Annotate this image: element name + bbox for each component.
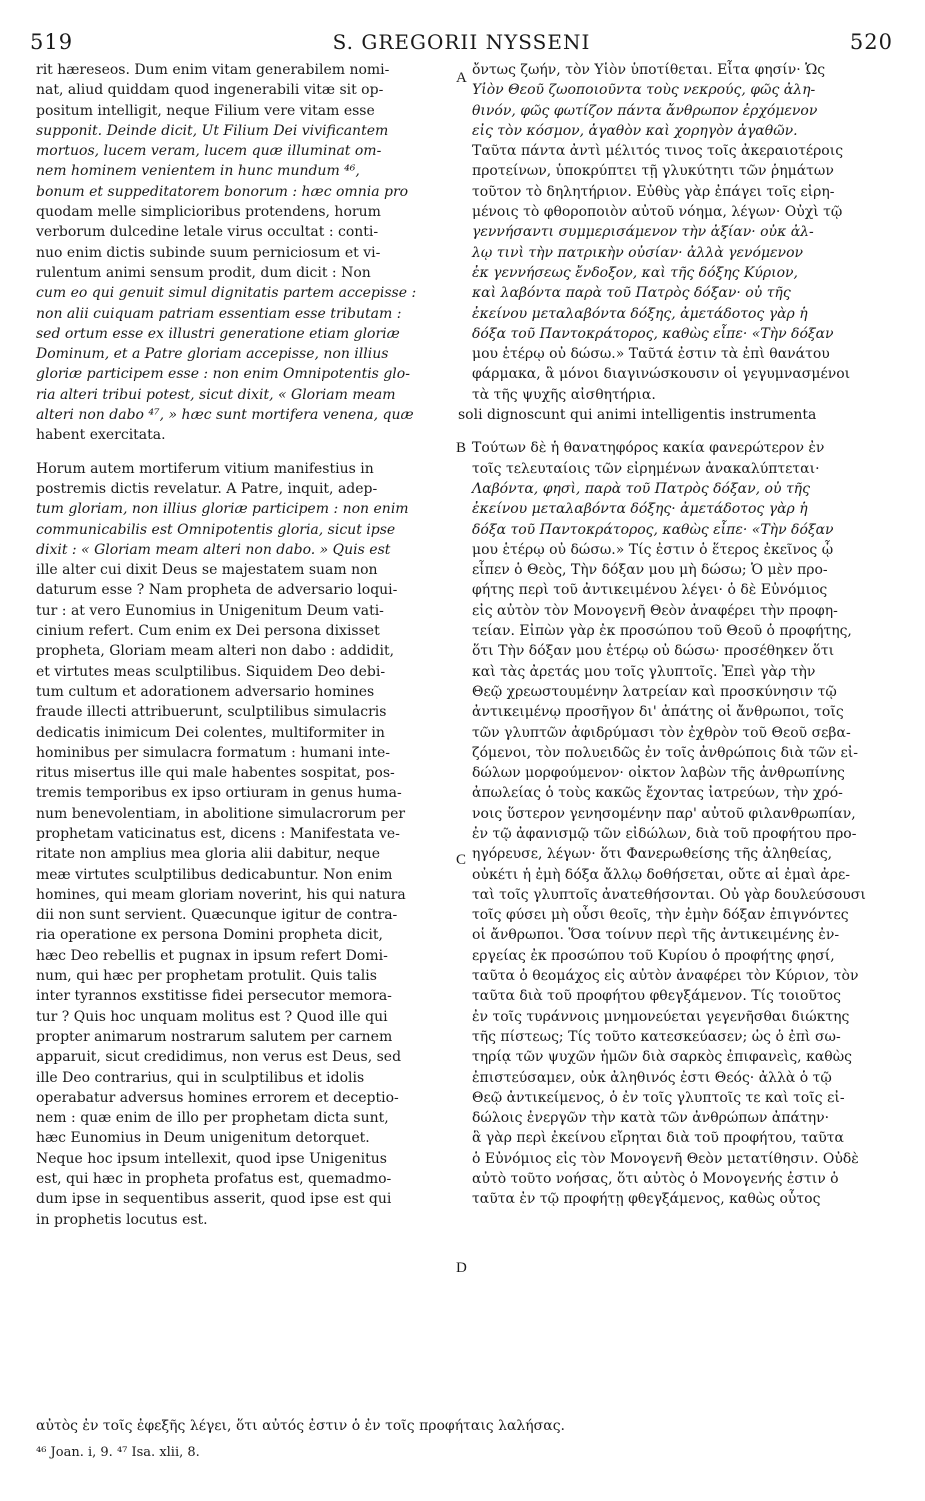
text-line: εἰς αὐτὸν τὸν Μονογενῆ Θεὸν ἀναφέρει τὴν προφη- xyxy=(472,602,838,619)
text-line: nat, aliud quiddam quod ingenerabili vitæ sit op- xyxy=(36,82,384,99)
margin-marker-d: D xyxy=(456,1260,467,1276)
text-line: δώλοις ἐνεργῶν τὴν κατὰ τῶν ἀνθρώπων ἀπάτην· xyxy=(472,1110,830,1127)
text-line: fraude illecti attribuerunt, sculptilibus simulacris xyxy=(36,704,387,721)
text-line: supponit. Deinde dicit, Ut Filium Dei vivificantem xyxy=(36,122,389,139)
text-line: Neque hoc ipsum intellexit, quod ipse Unigenitus xyxy=(36,1150,387,1167)
text-line: apparuit, sicut credidimus, non verus est Deus, sed xyxy=(36,1049,402,1066)
text-line: nuo enim dictis subinde suum perniciosum et vi- xyxy=(36,244,381,261)
text-line: εἶπεν ὁ Θεὸς, Τὴν δόξαν μου μὴ δώσω; Ὁ μὲν προ- xyxy=(472,562,828,579)
text-line: num, qui hæc per prophetam protulit. Quis talis xyxy=(36,968,377,985)
text-line: soli dignoscunt qui animi intelligentis instrumenta xyxy=(458,407,817,424)
text-line: nem : quæ enim de illo per prophetam dicta sunt, xyxy=(36,1110,389,1127)
text-line: ἐν τοῖς τυράννοις μνημονεύεται γεγενῆσθαι διώκτης xyxy=(472,1008,850,1025)
text-line: bonum et suppeditatorem bonorum : hæc omnia pro xyxy=(36,183,409,200)
margin-marker-c: C xyxy=(456,852,467,868)
text-line: οὐκέτι ἡ ἐμὴ δόξα ἄλλῳ δοθήσεται, οὔτε αἱ ἐμαὶ ἀρε- xyxy=(472,866,850,883)
text-line: ὄντως ζωήν, τὸν Υἱὸν ὑποτίθεται. Εἶτα φησίν· Ὡς xyxy=(472,62,826,78)
text-line: τοῖς τελευταίοις τῶν εἰρημένων ἀνακαλύπτεται· xyxy=(472,460,820,477)
text-line: μένοις τὸ φθοροποιὸν αὐτοῦ νόημα, λέγων· Οὐχὶ τῷ xyxy=(472,204,843,221)
text-line: et virtutes meas sculptilibus. Siquidem Deo debi- xyxy=(36,663,386,680)
text-line: sed ortum esse ex illustri generatione etiam gloriæ xyxy=(36,325,400,342)
text-line: rulentum animi sensum prodit, dum dicit : Non xyxy=(36,264,371,281)
text-line: ἐκείνου μεταλαβόντα δόξης, ἀμετάδοτος γὰρ ἡ xyxy=(472,305,808,322)
text-line: dum ipse in sequentibus asserit, quod ipse est qui xyxy=(36,1191,392,1208)
paragraph-gap xyxy=(36,446,450,459)
text-line: ἃ γὰρ περὶ ἐκείνου εἴρηται διὰ τοῦ προφήτου, ταῦτα xyxy=(472,1130,844,1147)
text-line: verborum dulcedine letale virus occultat : conti- xyxy=(36,224,379,241)
running-title: S. GREGORII NYSSENI xyxy=(332,30,591,54)
text-line: ὅτι Τὴν δόξαν μου ἑτέρῳ οὐ δώσω· προσέθηκεν ὅτι xyxy=(472,643,835,660)
text-line: ζόμενοι, τὸν πολυειδῶς ἐν τοῖς ἀνθρώποις διὰ τῶν εἰ- xyxy=(472,744,859,761)
text-line: καὶ τὰς ἀρετάς μου τοῖς γλυπτοῖς. Ἐπεὶ γὰρ τὴν xyxy=(472,663,816,680)
closing-greek-line: αὐτὸς ἐν τοῖς ἐφεξῆς λέγει, ὅτι αὐτός ἐστιν ὁ ἐν τοῖς προφήταις λαλήσας. xyxy=(36,1418,565,1434)
text-line: cinium refert. Cum enim ex Dei persona dixisset xyxy=(36,623,380,640)
text-line: τὰ τῆς ψυχῆς αἰσθητήρια. xyxy=(472,386,656,403)
text-line: tum gloriam, non illius gloriæ participem : non enim xyxy=(36,501,409,518)
text-line: postremis dictis revelatur. A Patre, inquit, adep- xyxy=(36,480,378,497)
text-line: τοῦτον τὸ δηλητήριον. Εὐθὺς γὰρ ἐπάγει τοῖς εἰρη- xyxy=(472,183,835,200)
text-line: propter animarum nostrarum salutem per carnem xyxy=(36,1028,393,1045)
page-header xyxy=(30,30,893,56)
text-line: φήτης περὶ τοῦ ἀντικειμένου λέγει· ὁ δὲ Εὐνόμιος xyxy=(472,582,828,599)
text-line: Λαβόντα, φησὶ, παρὰ τοῦ Πατρὸς δόξαν, οὐ τῆς xyxy=(472,480,810,497)
text-line: μου ἑτέρῳ οὐ δώσω.» Τίς ἐστιν ὁ ἕτερος ἐκεῖνος ᾧ xyxy=(472,541,834,558)
text-line: in prophetis locutus est. xyxy=(36,1211,208,1228)
text-line: gloriæ participem esse : non enim Omnipotentis glo- xyxy=(36,366,410,383)
text-line: operabatur adversus homines errorem et deceptio- xyxy=(36,1089,399,1106)
margin-marker-a: A xyxy=(456,70,467,86)
text-line: ria alteri tribui potest, sicut dixit, « Gloriam meam xyxy=(36,386,396,403)
text-line: est, qui hæc in propheta profatus est, quemadmo- xyxy=(36,1171,392,1188)
text-line: non alii cuiquam patriam essentiam esse tributam : xyxy=(36,305,402,322)
text-line: ἐπιστεύσαμεν, οὐκ ἀληθινός ἐστι Θεός· ἀλλὰ ὁ τῷ xyxy=(472,1069,832,1086)
text-line: tremis temporibus ex ipso ortiuram in genus huma- xyxy=(36,785,402,802)
text-line: προτείνων, ὑποκρύπτει τῇ γλυκύτητι τῶν ῥημάτων xyxy=(472,163,834,180)
text-line: hæc Eunomius in Deum unigenitum detorquet. xyxy=(36,1130,370,1147)
text-line: Horum autem mortiferum vitium manifestius in xyxy=(36,460,374,477)
text-line: ille alter cui dixit Deus se majestatem suam non xyxy=(36,562,378,579)
text-line: ἐκ γεννήσεως ἔνδοξον, καὶ τῆς δόξης Κύριον, xyxy=(472,264,798,281)
text-line: δώλων μορφούμενον· οἰκτον λαβὼν τῆς ἀνθρωπίνης xyxy=(472,765,845,782)
text-line: alteri non dabo ⁴⁷, » hæc sunt mortifera venena, quæ xyxy=(36,407,414,424)
text-line: quodam melle simplicioribus protendens, horum xyxy=(36,204,381,221)
text-line: ritate non amplius mea gloria alii dabitur, neque xyxy=(36,846,381,863)
text-line: ἀπωλείας ὁ τοὺς κακῶς ἔχοντας ἰατρεύων, τὴν χρό- xyxy=(472,785,843,802)
text-line: τῶν γλυπτῶν ἀφιδρύμασι τὸν ἐχθρὸν τοῦ Θεοῦ σεβα- xyxy=(472,724,851,741)
text-line: δόξα τοῦ Παντοκράτορος, καθὼς εἶπε· «Τὴν δόξαν xyxy=(472,521,834,538)
text-line: Θεῷ ἀντικείμενος, ὁ ἐν τοῖς γλυπτοῖς τε καὶ τοῖς εἰ- xyxy=(472,1089,845,1106)
text-line: hominibus per simulacra formatum : humani inte- xyxy=(36,744,390,761)
text-line: homines, qui meam gloriam noverint, his qui natura xyxy=(36,886,406,903)
text-line: daturum esse ? Nam propheta de adversario loqui- xyxy=(36,582,398,599)
text-line: θινόν, φῶς φωτίζον πάντα ἄνθρωπον ἐρχόμενον xyxy=(472,102,818,119)
text-line: inter tyrannos exstitisse fidei persecutor memora- xyxy=(36,988,392,1005)
text-line: φάρμακα, ἃ μόνοι διαγινώσκουσιν οἱ γεγυμνασμένοι xyxy=(472,366,851,383)
text-line: Τούτων δὲ ἡ θανατηφόρος κακία φανερώτερον ἐν xyxy=(472,440,825,457)
text-line: ille Deo contrarius, qui in sculptilibus et idolis xyxy=(36,1069,365,1086)
text-line: hæc Deo rebellis et pugnax in ipsum refert Domi- xyxy=(36,947,388,964)
text-line: propheta, Gloriam meam alteri non dabo : addidit, xyxy=(36,643,395,660)
text-line: καὶ λαβόντα παρὰ τοῦ Πατρὸς δόξαν· οὐ τῆς xyxy=(472,285,791,302)
text-line: Ταῦτα πάντα ἀντὶ μέλιτός τινος τοῖς ἀκεραιοτέροις xyxy=(472,143,844,160)
text-line: mortuos, lucem veram, lucem quæ illuminat om- xyxy=(36,143,382,160)
text-line: αὐτὸ τοῦτο νοήσας, ὅτι αὐτὸς ὁ Μονογενής ἐστιν ὁ xyxy=(472,1171,839,1188)
text-line: ηγόρευσε, λέγων· ὅτι Φανερωθείσης τῆς ἀληθείας, xyxy=(472,846,833,863)
text-line: ria operatione ex persona Domini propheta dicit, xyxy=(36,927,383,944)
text-line: dedicatis inimicum Dei colentes, multiformiter in xyxy=(36,724,385,741)
text-line: ταῦτα ἐν τῷ προφήτῃ φθεγξάμενος, καθὼς οὗτος xyxy=(472,1191,821,1208)
text-line: num benevolentiam, in abolitione simulacrorum per xyxy=(36,805,406,822)
text-line: ἀντικειμένῳ προσῆγον δι' ἀπάτης οἱ ἄνθρωποι, τοῖς xyxy=(472,704,844,721)
text-line: meæ virtutes sculptilibus dedicabuntur. Non enim xyxy=(36,866,393,883)
paragraph-gap xyxy=(472,425,892,438)
text-line: tur : at vero Eunomius in Unigenitum Deum vati- xyxy=(36,602,384,619)
text-line: ἐκείνου μεταλαβόντα δόξης· ἀμετάδοτος γὰρ ἡ xyxy=(472,501,808,518)
text-line: ταὶ τοῖς γλυπτοῖς ἀνατεθήσονται. Οὐ γὰρ δουλεύσουσι xyxy=(472,886,866,903)
text-line: tur ? Quis hoc unquam molitus est ? Quod ille qui xyxy=(36,1008,388,1025)
footnote: ⁴⁶ Joan. i, 9. ⁴⁷ Isa. xlii, 8. xyxy=(36,1445,200,1460)
text-line: μου ἑτέρῳ οὐ δώσω.» Ταῦτά ἐστιν τὰ ἐπὶ θανάτου xyxy=(472,346,830,363)
margin-marker-b: B xyxy=(456,440,467,456)
text-line: nem hominem venientem in hunc mundum ⁴⁶, xyxy=(36,163,360,180)
text-line: γεννήσαντι συμμερισάμενον τὴν ἀξίαν· οὐκ ἀλ- xyxy=(472,224,814,241)
text-line: οἱ ἄνθρωποι. Ὅσα τοίνυν περὶ τῆς ἀντικειμένης ἐν- xyxy=(472,927,840,944)
text-line: δόξα τοῦ Παντοκράτορος, καθὼς εἶπε· «Τὴν δόξαν xyxy=(472,325,834,342)
text-line: dixit : « Gloriam meam alteri non dabo. » Quis est xyxy=(36,541,391,558)
text-line: τῆς πίστεως; Τίς τοῦτο κατεσκεύασεν; ὡς ὁ ἐπὶ σω- xyxy=(472,1028,841,1045)
text-line: τηρίᾳ τῶν ψυχῶν ἡμῶν διὰ σαρκὸς ἐπιφανεὶς, καθὼς xyxy=(472,1049,852,1066)
text-line: cum eo qui genuit simul dignitatis partem accepisse : xyxy=(36,285,417,302)
text-line: ἐν τῷ ἀφανισμῷ τῶν εἰδώλων, διὰ τοῦ προφήτου προ- xyxy=(472,825,857,842)
text-line: ritus misertus ille qui male habentes sospitat, pos- xyxy=(36,765,395,782)
text-line: Θεῷ χρεωστουμένην λατρείαν καὶ προσκύνησιν τῷ xyxy=(472,683,837,700)
text-line: Υἱὸν Θεοῦ ζωοποιοῦντα τοὺς νεκρούς, φῶς ἀλη- xyxy=(472,82,816,99)
text-line: ὁ Εὐνόμιος εἰς τὸν Μονογενῆ Θεὸν μετατίθησιν. Οὐδὲ xyxy=(472,1150,859,1167)
text-line: prophetam vaticinatus est, dicens : Manifestata ve- xyxy=(36,825,400,842)
text-line: rit hæreseos. Dum enim vitam generabilem nomi- xyxy=(36,62,390,78)
text-line: τείαν. Εἰπὼν γὰρ ἐκ προσώπου τοῦ Θεοῦ ὁ προφήτης, xyxy=(472,623,852,640)
latin-column xyxy=(36,60,450,1230)
greek-column xyxy=(458,60,892,1210)
text-line: communicabilis est Omnipotentis gloria, sicut ipse xyxy=(36,521,396,538)
text-line: ταῦτα ὁ θεομάχος εἰς αὐτὸν ἀναφέρει τὸν Κύριον, τὸν xyxy=(472,968,859,985)
text-line: τοῖς φύσει μὴ οὖσι θεοῖς, τὴν ἐμὴν δόξαν ἐπιγνόντες xyxy=(472,907,849,924)
page-number-right: 520 xyxy=(849,30,893,54)
text-line: ταῦτα διὰ τοῦ προφήτου φθεγξάμενον. Τίς τοιοῦτος xyxy=(472,988,841,1005)
text-line: Dominum, et a Patre gloriam accepisse, non illius xyxy=(36,346,389,363)
text-line: positum intelligit, neque Filium vere vitam esse xyxy=(36,102,375,119)
text-line: tum cultum et adorationem adversario homines xyxy=(36,683,375,700)
text-line: habent exercitata. xyxy=(36,427,166,444)
text-line: νοις ὕστερον γενησομένην παρ' αὐτοῦ φιλανθρωπίαν, xyxy=(472,805,856,822)
page-number-left: 519 xyxy=(30,30,74,54)
text-line: εἰς τὸν κόσμον, ἀγαθὸν καὶ χορηγὸν ἀγαθῶν. xyxy=(472,122,798,139)
text-line: dii non sunt servient. Quæcunque igitur de contra- xyxy=(36,907,398,924)
text-line: εργείας ἐκ προσώπου τοῦ Κυρίου ὁ προφήτης φησί, xyxy=(472,947,835,964)
text-line: λῳ τινὶ τὴν πατρικὴν οὐσίαν· ἀλλὰ γενόμενον xyxy=(472,244,804,261)
